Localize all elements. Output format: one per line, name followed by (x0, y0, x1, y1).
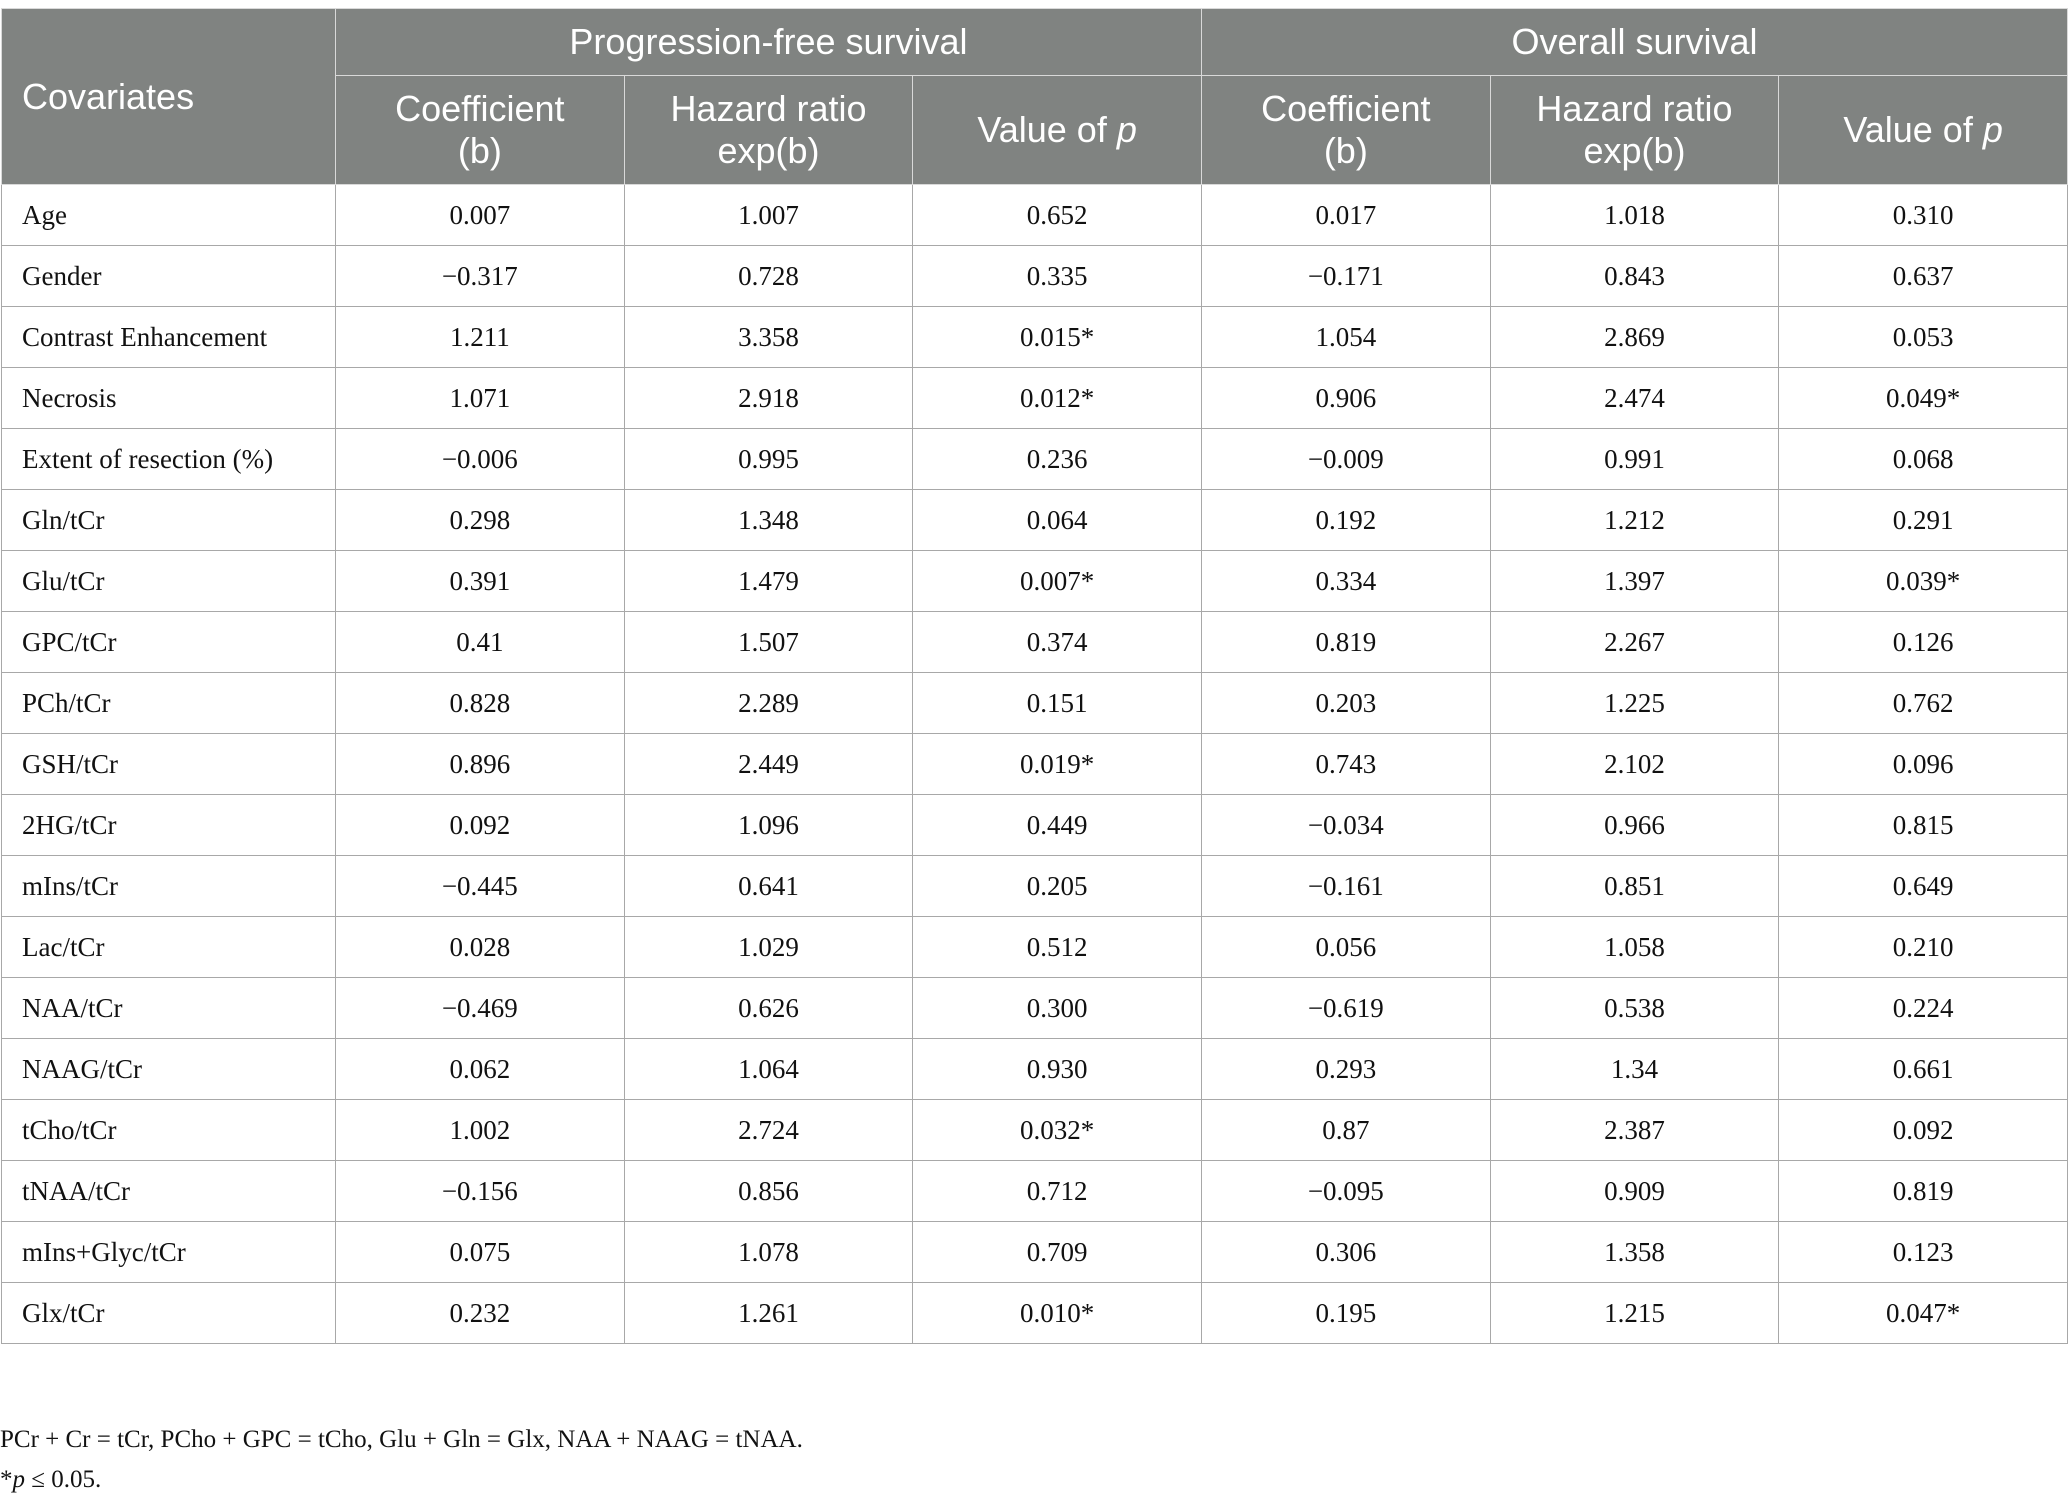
table-row (2, 307, 2068, 368)
table-row (2, 429, 2068, 490)
pfs-coefficient-cell: 0.028 (336, 917, 625, 978)
os-coefficient-cell: 0.334 (1201, 551, 1490, 612)
pfs-hazard-ratio-cell: 1.007 (624, 185, 913, 246)
os-p-value-cell: 0.092 (1779, 1100, 2068, 1161)
table-row (2, 1283, 2068, 1344)
os-p-value-cell: 0.053 (1779, 307, 2068, 368)
os-hazard-ratio-cell: 0.843 (1490, 246, 1779, 307)
pfs-hazard-ratio-header (624, 76, 913, 185)
covariate-label: Contrast Enhancement (2, 307, 336, 368)
pfs-p-value-cell: 0.064 (913, 490, 1202, 551)
pfs-p-value-cell: 0.019* (913, 734, 1202, 795)
pfs-hazard-ratio-cell: 1.479 (624, 551, 913, 612)
table-row (2, 1100, 2068, 1161)
pfs-coefficient-cell: 0.075 (336, 1222, 625, 1283)
os-hazard-ratio-cell: 0.538 (1490, 978, 1779, 1039)
pfs-coefficient-cell: 0.41 (336, 612, 625, 673)
os-hazard-ratio-cell: 1.018 (1490, 185, 1779, 246)
pfs-hazard-ratio-cell: 2.289 (624, 673, 913, 734)
covariate-label: GPC/tCr (2, 612, 336, 673)
pfs-hazard-ratio-cell: 0.626 (624, 978, 913, 1039)
header-text: Value of (977, 109, 1117, 150)
table-header (2, 9, 2068, 185)
header-line: Coefficient (395, 88, 565, 129)
os-p-value-cell: 0.649 (1779, 856, 2068, 917)
os-p-value-cell: 0.123 (1779, 1222, 2068, 1283)
pfs-coefficient-cell: 0.092 (336, 795, 625, 856)
covariate-label: mIns/tCr (2, 856, 336, 917)
os-hazard-ratio-cell: 2.387 (1490, 1100, 1779, 1161)
pfs-hazard-ratio-cell: 0.995 (624, 429, 913, 490)
os-p-value-cell: 0.224 (1779, 978, 2068, 1039)
pfs-p-value-cell: 0.300 (913, 978, 1202, 1039)
pfs-hazard-ratio-cell: 3.358 (624, 307, 913, 368)
header-line: Coefficient (1261, 88, 1431, 129)
os-coefficient-cell: 0.306 (1201, 1222, 1490, 1283)
os-coefficient-cell: 0.017 (1201, 185, 1490, 246)
pfs-coefficient-cell: 0.062 (336, 1039, 625, 1100)
pfs-hazard-ratio-cell: 2.918 (624, 368, 913, 429)
os-group-header: Overall survival (1201, 9, 2067, 76)
pfs-hazard-ratio-cell: 1.078 (624, 1222, 913, 1283)
table-row (2, 856, 2068, 917)
os-p-value-cell: 0.049* (1779, 368, 2068, 429)
os-hazard-ratio-cell: 1.34 (1490, 1039, 1779, 1100)
table-row (2, 551, 2068, 612)
os-p-value-cell: 0.661 (1779, 1039, 2068, 1100)
covariate-label: NAAG/tCr (2, 1039, 336, 1100)
os-coefficient-cell: 0.906 (1201, 368, 1490, 429)
os-p-value-cell: 0.819 (1779, 1161, 2068, 1222)
pfs-hazard-ratio-cell: 2.449 (624, 734, 913, 795)
pfs-coefficient-cell: 0.298 (336, 490, 625, 551)
os-p-value-cell: 0.637 (1779, 246, 2068, 307)
os-hazard-ratio-cell: 0.909 (1490, 1161, 1779, 1222)
os-p-value-cell: 0.210 (1779, 917, 2068, 978)
table-body (2, 185, 2068, 1344)
os-hazard-ratio-cell: 0.966 (1490, 795, 1779, 856)
covariate-label: 2HG/tCr (2, 795, 336, 856)
os-coefficient-cell: 0.056 (1201, 917, 1490, 978)
os-coefficient-cell: −0.034 (1201, 795, 1490, 856)
covariate-label: PCh/tCr (2, 673, 336, 734)
pfs-p-value-cell: 0.032* (913, 1100, 1202, 1161)
pfs-hazard-ratio-cell: 0.641 (624, 856, 913, 917)
os-p-value-cell: 0.126 (1779, 612, 2068, 673)
pfs-coefficient-cell: 1.211 (336, 307, 625, 368)
os-coefficient-cell: 0.87 (1201, 1100, 1490, 1161)
pfs-coefficient-cell: −0.445 (336, 856, 625, 917)
os-coefficient-cell: 0.203 (1201, 673, 1490, 734)
os-hazard-ratio-cell: 0.991 (1490, 429, 1779, 490)
os-coefficient-cell: 0.195 (1201, 1283, 1490, 1344)
os-coefficient-cell: −0.161 (1201, 856, 1490, 917)
abbreviation-footnote: PCr + Cr = tCr, PCho + GPC = tCho, Glu + Gln = Glx, NAA + NAAG = tNAA. (0, 1426, 803, 1453)
os-p-value-cell: 0.815 (1779, 795, 2068, 856)
pfs-hazard-ratio-cell: 1.507 (624, 612, 913, 673)
table-footnotes (0, 1420, 803, 1500)
pfs-p-value-cell: 0.007* (913, 551, 1202, 612)
os-coefficient-cell: −0.619 (1201, 978, 1490, 1039)
pfs-coefficient-header (336, 76, 625, 185)
cox-regression-table (1, 8, 2068, 1344)
os-p-value-cell: 0.291 (1779, 490, 2068, 551)
os-p-value-cell: 0.068 (1779, 429, 2068, 490)
pfs-hazard-ratio-cell: 1.261 (624, 1283, 913, 1344)
pfs-p-value-cell: 0.012* (913, 368, 1202, 429)
covariate-label: mIns+Glyc/tCr (2, 1222, 336, 1283)
covariate-label: tCho/tCr (2, 1100, 336, 1161)
table-row (2, 1161, 2068, 1222)
significance-footnote (0, 1460, 803, 1500)
pfs-hazard-ratio-cell: 1.348 (624, 490, 913, 551)
pfs-hazard-ratio-cell: 0.728 (624, 246, 913, 307)
header-line: Hazard ratio (670, 88, 867, 129)
header-line: (b) (457, 130, 502, 171)
pfs-coefficient-cell: 0.391 (336, 551, 625, 612)
pfs-p-value-cell: 0.010* (913, 1283, 1202, 1344)
os-p-value-cell: 0.047* (1779, 1283, 2068, 1344)
table-container (0, 8, 2068, 1344)
pfs-coefficient-cell: 0.896 (336, 734, 625, 795)
covariate-label: Necrosis (2, 368, 336, 429)
pfs-p-value-cell: 0.236 (913, 429, 1202, 490)
pfs-hazard-ratio-cell: 1.029 (624, 917, 913, 978)
header-text: Value of (1843, 109, 1983, 150)
os-coefficient-cell: −0.009 (1201, 429, 1490, 490)
os-p-value-cell: 0.096 (1779, 734, 2068, 795)
table-row (2, 490, 2068, 551)
pfs-coefficient-cell: −0.469 (336, 978, 625, 1039)
pfs-coefficient-cell: −0.156 (336, 1161, 625, 1222)
header-line: Hazard ratio (1536, 88, 1733, 129)
os-p-value-cell: 0.762 (1779, 673, 2068, 734)
footnote-threshold: ≤ 0.05. (25, 1466, 102, 1493)
os-hazard-ratio-cell: 1.058 (1490, 917, 1779, 978)
covariate-label: GSH/tCr (2, 734, 336, 795)
header-line: (b) (1323, 130, 1368, 171)
pfs-p-value-cell: 0.709 (913, 1222, 1202, 1283)
os-coefficient-cell: 0.293 (1201, 1039, 1490, 1100)
table-row (2, 612, 2068, 673)
os-hazard-ratio-cell: 2.267 (1490, 612, 1779, 673)
os-p-value-cell: 0.310 (1779, 185, 2068, 246)
os-coefficient-cell: 0.819 (1201, 612, 1490, 673)
os-hazard-ratio-cell: 1.212 (1490, 490, 1779, 551)
pfs-hazard-ratio-cell: 1.096 (624, 795, 913, 856)
pfs-p-value-cell: 0.205 (913, 856, 1202, 917)
covariate-label: NAA/tCr (2, 978, 336, 1039)
pfs-coefficient-cell: −0.317 (336, 246, 625, 307)
pfs-group-header: Progression-free survival (336, 9, 1202, 76)
os-hazard-ratio-cell: 0.851 (1490, 856, 1779, 917)
table-row (2, 1039, 2068, 1100)
pfs-p-value-cell: 0.512 (913, 917, 1202, 978)
covariate-label: Extent of resection (%) (2, 429, 336, 490)
pfs-coefficient-cell: 0.232 (336, 1283, 625, 1344)
table-row (2, 1222, 2068, 1283)
covariate-label: Lac/tCr (2, 917, 336, 978)
pfs-hazard-ratio-cell: 1.064 (624, 1039, 913, 1100)
table-row (2, 246, 2068, 307)
pfs-p-value-cell: 0.712 (913, 1161, 1202, 1222)
header-italic: p (1982, 109, 2003, 150)
table-row (2, 978, 2068, 1039)
header-line: exp(b) (1583, 130, 1686, 171)
table-row (2, 795, 2068, 856)
os-hazard-ratio-cell: 2.474 (1490, 368, 1779, 429)
pfs-coefficient-cell: 0.828 (336, 673, 625, 734)
os-hazard-ratio-header (1490, 76, 1779, 185)
pfs-p-value-cell: 0.335 (913, 246, 1202, 307)
os-hazard-ratio-cell: 2.102 (1490, 734, 1779, 795)
pfs-coefficient-cell: 1.071 (336, 368, 625, 429)
pfs-p-value-cell: 0.015* (913, 307, 1202, 368)
pfs-coefficient-cell: 0.007 (336, 185, 625, 246)
os-p-value-cell: 0.039* (1779, 551, 2068, 612)
covariate-label: tNAA/tCr (2, 1161, 336, 1222)
covariate-label: Glx/tCr (2, 1283, 336, 1344)
pfs-p-value-header (913, 76, 1202, 185)
os-hazard-ratio-cell: 2.869 (1490, 307, 1779, 368)
os-hazard-ratio-cell: 1.215 (1490, 1283, 1779, 1344)
pfs-coefficient-cell: 1.002 (336, 1100, 625, 1161)
table-row (2, 368, 2068, 429)
footnote-asterisk: * (0, 1466, 13, 1493)
os-p-value-header (1779, 76, 2068, 185)
os-coefficient-cell: −0.095 (1201, 1161, 1490, 1222)
table-row (2, 734, 2068, 795)
pfs-hazard-ratio-cell: 2.724 (624, 1100, 913, 1161)
pfs-p-value-cell: 0.652 (913, 185, 1202, 246)
covariates-header: Covariates (2, 9, 336, 185)
pfs-hazard-ratio-cell: 0.856 (624, 1161, 913, 1222)
covariate-label: Gln/tCr (2, 490, 336, 551)
pfs-coefficient-cell: −0.006 (336, 429, 625, 490)
os-hazard-ratio-cell: 1.358 (1490, 1222, 1779, 1283)
pfs-p-value-cell: 0.374 (913, 612, 1202, 673)
os-coefficient-cell: −0.171 (1201, 246, 1490, 307)
os-coefficient-cell: 0.192 (1201, 490, 1490, 551)
os-hazard-ratio-cell: 1.225 (1490, 673, 1779, 734)
table-row (2, 185, 2068, 246)
os-coefficient-header (1201, 76, 1490, 185)
header-line: exp(b) (717, 130, 820, 171)
os-hazard-ratio-cell: 1.397 (1490, 551, 1779, 612)
footnote-p: p (12, 1466, 25, 1493)
header-italic: p (1116, 109, 1137, 150)
os-coefficient-cell: 1.054 (1201, 307, 1490, 368)
table-row (2, 917, 2068, 978)
covariate-label: Glu/tCr (2, 551, 336, 612)
pfs-p-value-cell: 0.151 (913, 673, 1202, 734)
pfs-p-value-cell: 0.930 (913, 1039, 1202, 1100)
pfs-p-value-cell: 0.449 (913, 795, 1202, 856)
table-row (2, 673, 2068, 734)
os-coefficient-cell: 0.743 (1201, 734, 1490, 795)
covariate-label: Age (2, 185, 336, 246)
covariate-label: Gender (2, 246, 336, 307)
